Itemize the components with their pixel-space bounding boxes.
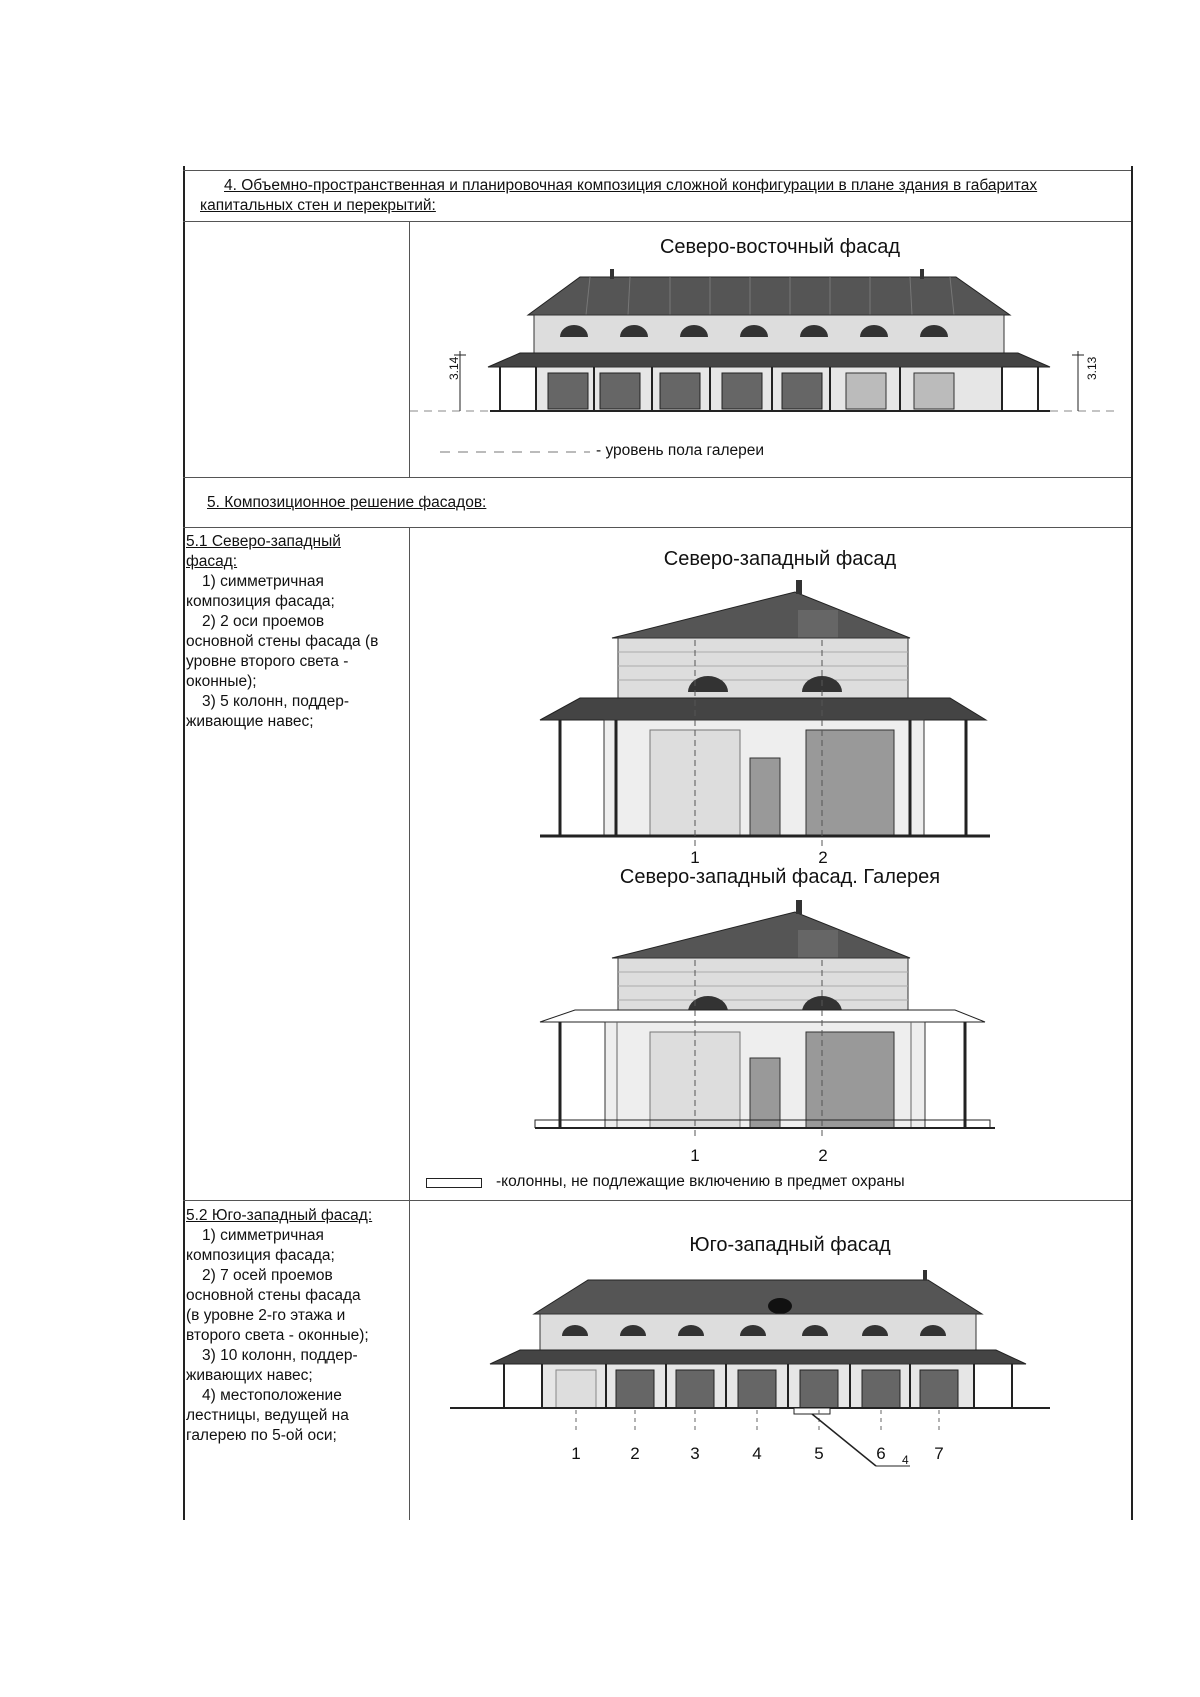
column-divider: [409, 527, 411, 1520]
nw-axis-label: 2: [818, 848, 828, 867]
nw-item: живающие навес;: [186, 713, 314, 730]
sw-item: галерею по 5-ой оси;: [186, 1427, 337, 1444]
ne-dim-right: 3.13: [1085, 356, 1099, 380]
sw-axis-label: 1: [571, 1444, 581, 1463]
nw-legend: -колонны, не подлежащие включению в предмет охраны: [496, 1173, 905, 1190]
nw-item: 2) 2 оси проемов: [202, 613, 325, 630]
rule: [183, 170, 1131, 172]
rule: [183, 1200, 1131, 1202]
nw-item: уровне второго света -: [186, 653, 349, 670]
sw-item: второго света - оконные);: [186, 1327, 369, 1344]
sw-item: живающих навес;: [186, 1367, 313, 1384]
sw-axis-label: 7: [934, 1444, 944, 1463]
nw-item: оконные);: [186, 673, 257, 690]
sw-item: 2) 7 осей проемов: [202, 1267, 333, 1284]
sw-item: лестницы, ведущей на: [186, 1407, 349, 1424]
sw-item: (в уровне 2-го этажа и: [186, 1307, 346, 1324]
nw-gallery-axis-label: 1: [690, 1146, 700, 1165]
sw-item: композиция фасада;: [186, 1247, 335, 1264]
sw-axis-label: 3: [690, 1444, 700, 1463]
nw-gallery-drawing: [535, 900, 995, 1140]
sw-facade-title: Юго-западный фасад: [689, 1234, 891, 1256]
sw-axis-label: 4: [752, 1444, 762, 1463]
sw-heading: 5.2 Юго-западный фасад:: [186, 1207, 373, 1224]
section4-heading: 4. Объемно-пространственная и планировочная композиция сложной конфигурации в плане здания в габаритах капитальных стен и перекрытий:: [200, 177, 1038, 214]
nw-item: основной стены фасада (в: [186, 633, 379, 650]
sw-item: 1) симметричная: [202, 1227, 324, 1244]
sw-callout: 4: [902, 1453, 909, 1467]
sw-item: основной стены фасада: [186, 1287, 361, 1304]
section5-heading: 5. Композиционное решение фасадов:: [207, 494, 487, 511]
rule: [183, 221, 1131, 223]
nw-item: 3) 5 колонн, поддер-: [202, 693, 349, 710]
ne-legend: - уровень пола галереи: [596, 442, 765, 459]
nw-item: 1) симметричная: [202, 573, 324, 590]
ne-facade-drawing: [410, 265, 1120, 425]
nw-heading: 5.1 Северо-западный фасад:: [186, 533, 341, 570]
nw-gallery-title: Северо-западный фасад. Галерея: [619, 866, 941, 888]
sw-axis-label: 5: [814, 1444, 824, 1463]
ne-facade-title: Северо-восточный фасад: [659, 236, 901, 258]
rule: [183, 527, 1131, 529]
nw-axis-label: 1: [690, 848, 700, 867]
sw-item: 3) 10 колонн, поддер-: [202, 1347, 358, 1364]
nw-item: композиция фасада;: [186, 593, 335, 610]
nw-facade-drawing: [540, 580, 990, 850]
nw-gallery-axis-label: 2: [818, 1146, 828, 1165]
floor-level-legend-line: [440, 450, 590, 454]
ne-dim-left: 3.14: [447, 356, 461, 380]
rule: [183, 477, 1131, 479]
column-legend-swatch: [426, 1178, 482, 1188]
sw-axis-label: 2: [630, 1444, 640, 1463]
sw-facade-drawing: [450, 1270, 1050, 1435]
sw-item: 4) местоположение: [202, 1387, 342, 1404]
sw-axis-label: 6: [876, 1444, 886, 1463]
nw-facade-title: Северо-западный фасад: [663, 548, 897, 570]
